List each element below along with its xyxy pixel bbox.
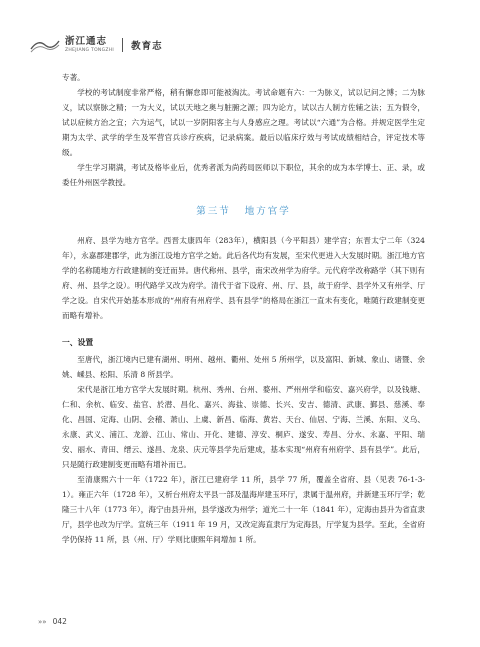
page-number: 042 bbox=[52, 617, 67, 626]
logo-icon bbox=[30, 36, 60, 54]
header-section-title: 教育志 bbox=[131, 41, 163, 52]
section-number: 第三节 bbox=[196, 206, 231, 217]
paragraph: 州府、县学为地方官学。西晋太康四年（283年），横阳县（今平阳县）建学宫；东晋太宁二年（324年），永嘉郡建郡学，此为浙江设地方官学之始。此后各代均有发展，至宋代更进入大发展时期。浙江地方官学的名称随地方行政建制的变迁而异。唐代称州、县学，南宋改州学为府学。元代府学改称路学（其下则有府、州、县学之设）。明代路学又改为府学。清代于省下设府、州、厅、县，故于府学、县学外又有州学、厅学之设。自宋代开始基本形成的“州府有州府学、县有县学”的格局在浙江一直未有变化，唯随行政建制变更而略有增补。 bbox=[62, 236, 425, 320]
logo-title: 浙江通志 bbox=[65, 36, 108, 47]
section-title bbox=[62, 204, 425, 219]
logo-text bbox=[65, 37, 114, 53]
paragraph: 学生学习期满，考试及格毕业后，优秀者派为尚药局医师以下职位，其余的成为本学博士、正、录，或委任外州医学教授。 bbox=[62, 163, 425, 187]
section-name: 地方官学 bbox=[244, 206, 291, 217]
header-divider bbox=[122, 38, 123, 52]
page-footer bbox=[38, 617, 67, 626]
running-header bbox=[30, 31, 230, 59]
paragraph: 至唐代，浙江境内已建有湖州、明州、越州、衢州、处州 5 所州学，以及富阳、新城、象山、诸暨、余姚、嵊县、松阳、乐清 8 所县学。 bbox=[62, 355, 425, 379]
paragraph: 专著。 bbox=[62, 73, 85, 82]
footer-arrow-icon: »» bbox=[38, 617, 47, 626]
paragraph: 至清康熙六十一年（1722 年），浙江已建府学 11 所，县学 77 所，覆盖全省府、县（见表 76-1-3-1）。雍正六年（1728 年），又析台州府太平县一部及温海岸建玉环厅，隶属于温州府，并新建玉环厅学；乾隆三十八年（1773 年），海宁由县升州，县学遂改为州学；道光二十一年（1841 年），定海由县升为省直隶厅，县学也改为厅学。宣统三年（1911 年 19 月，又改定海直隶厅为定海县，厅学复为县学。至此，全省府学仍保持 11 所，县（州、厅）学则比康熙年间增加 1 所。 bbox=[62, 475, 425, 544]
subheading: 一、设置 bbox=[62, 338, 94, 347]
page-content bbox=[62, 70, 425, 547]
paragraph: 学校的考试制度非常严格，稍有懈怠即可能被淘汰。考试命题有六：一为脉义，试以记问之博；二为脉义，试以察脉之精；一为大义，试以天地之奥与脏腑之源；四为论方，试以古人制方佐辅之法；五为假令，试以症候方治之宜；六为运气，试以一岁阴阳客主与人身感应之理。考试以“六通”为合格。并规定医学生定期为太学、武学的学生及军营官兵诊疗疾病，记录病案。最后以临床疗效与考试成绩相结合，评定技术等级。 bbox=[62, 88, 425, 157]
logo-subtitle: ZHEJIANG TONGZHI bbox=[65, 47, 115, 53]
paragraph: 宋代是浙江地方官学大发展时期。杭州、秀州、台州、婺州、严州州学和临安、嘉兴府学，以及钱塘、仁和、余杭、临安、盐官、於潜、昌化、嘉兴、海盐、崇德、长兴、安吉、德清、武康、鄞县、慈溪、奉化、昌国、定海、山阴、会稽、萧山、上虞、新昌、临海、黄岩、天台、仙居、宁海、兰溪、东阳、义乌、永康、武义、浦江、龙游、江山、常山、开化、建德、淳安、桐庐、遂安、寿昌、分水、永嘉、平阳、瑞安、丽水、青田、缙云、遂昌、龙泉、庆元等县学先后建成，基本实现“州府有州府学、县有县学”。此后，只是随行政建制变更而略有增补而已。 bbox=[62, 385, 425, 469]
